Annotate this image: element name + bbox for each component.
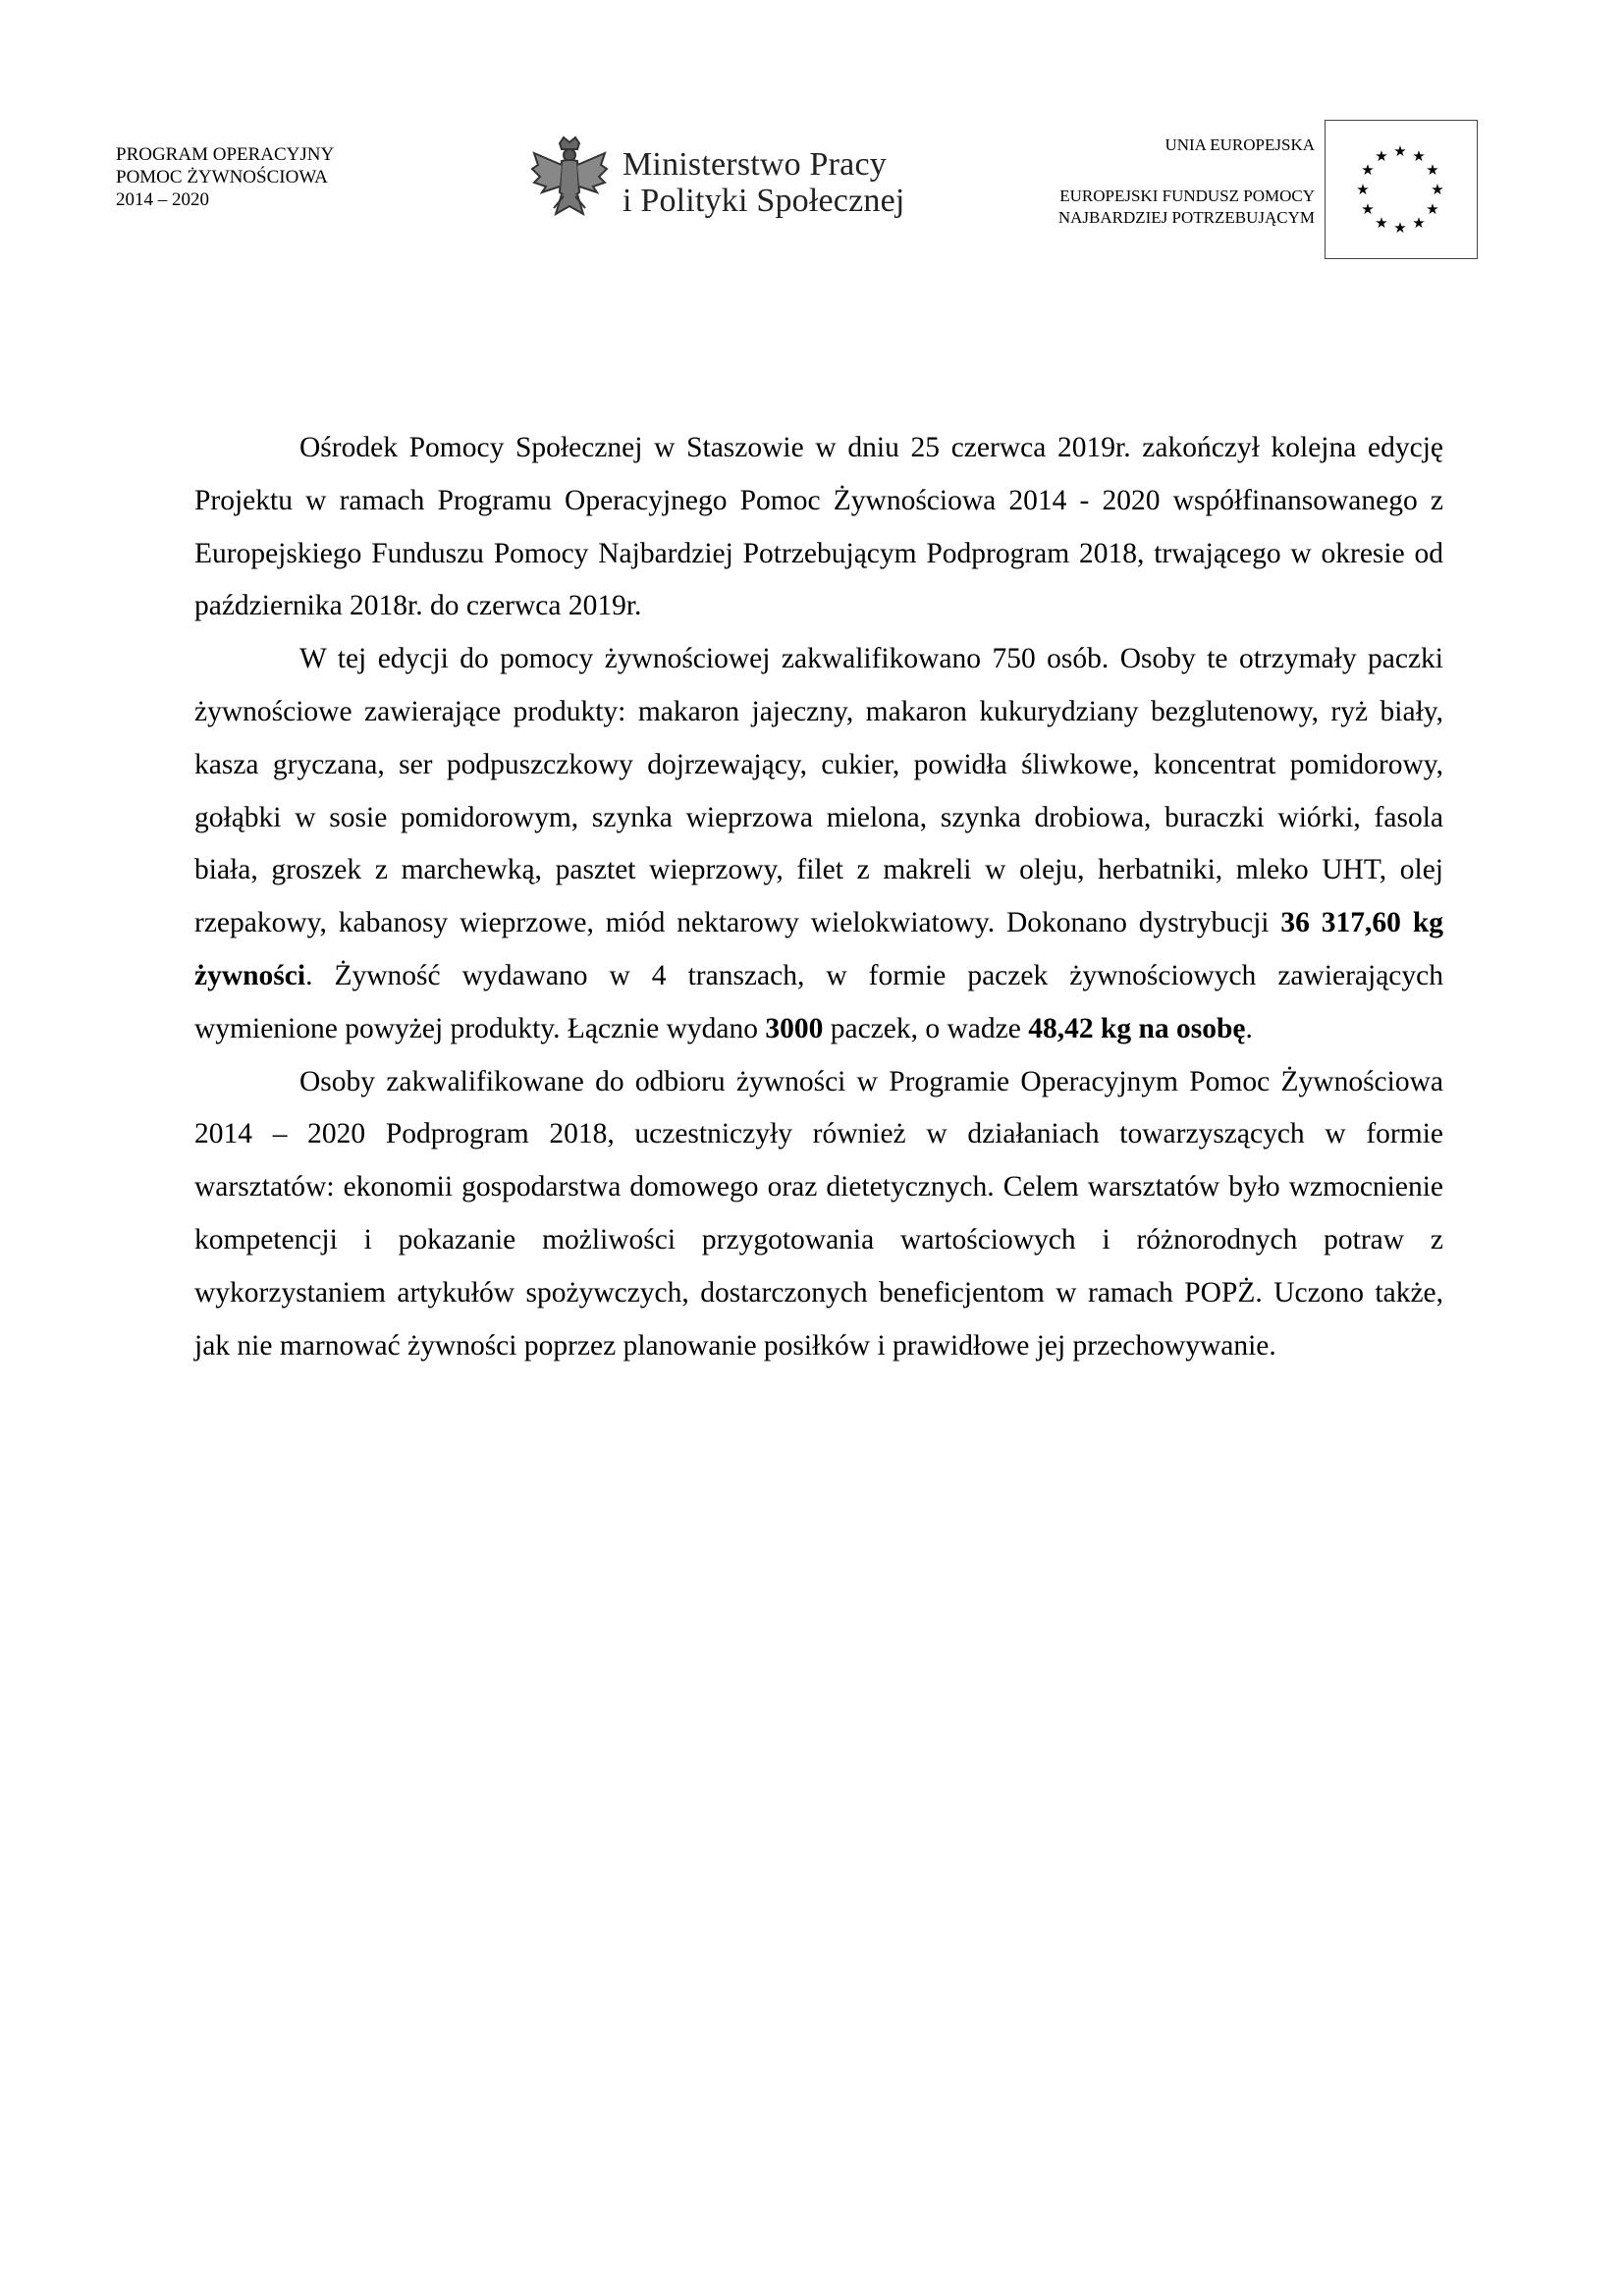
program-title xyxy=(116,143,334,211)
svg-text:★: ★ xyxy=(1393,219,1407,237)
eu-flag-icon xyxy=(1325,120,1478,259)
svg-text:★: ★ xyxy=(1412,147,1426,165)
svg-text:★: ★ xyxy=(1431,181,1444,198)
ministry-line-2: i Polityki Społecznej xyxy=(623,183,905,219)
fund-line-2: NAJBARDZIEJ POTRZEBUJĄCYM xyxy=(1057,208,1315,227)
svg-text:★: ★ xyxy=(1426,200,1439,218)
eu-stars-icon xyxy=(1326,121,1476,257)
polish-eagle-emblem-icon xyxy=(530,135,609,230)
svg-text:★: ★ xyxy=(1375,147,1388,165)
program-line-3: 2014 – 2020 xyxy=(116,189,209,210)
p2-text-e: paczek, o wadze xyxy=(823,1012,1029,1044)
program-line-2: POMOC ŻYWNOŚCIOWA xyxy=(116,167,328,187)
svg-text:★: ★ xyxy=(1375,214,1388,232)
p2-text-g: . xyxy=(1245,1012,1253,1044)
ministry-line-1: Ministerstwo Pracy xyxy=(623,146,887,183)
p2-text-a: W tej edycji do pomocy żywnościowej zakwalifikowano 750 osób. Osoby te otrzymały paczki żywnościowe zawierające produkty: makaron jajeczny, makaron kukurydziany bezglutenowy, ryż biały, kasza gryczana, ser podpuszczkowy dojrzewający, cukier, powidła śliwkowe, koncentrat pomidorowy, gołąbki w sosie pomidorowym, szynka wieprzowa mielona, szynka drobiowa, buraczki wiórki, fasola biała, groszek z marchewką, pasztet wieprzowy, filet z makreli w oleju, herbatniki, mleko UHT, olej rzepakowy, kabanosy wieprzowe, miód nektarowy wielokwiatowy. Dokonano dystrybucji xyxy=(194,643,1443,939)
document-body xyxy=(194,422,1443,1372)
paragraph-2 xyxy=(194,633,1443,1055)
program-line-1: PROGRAM OPERACYJNY xyxy=(116,144,335,165)
p2-text-c: . Żywność wydawano w 4 transzach, w formie paczek żywnościowych zawierających wymienione powyżej produkty. Łącznie wydano xyxy=(194,959,1443,1044)
eu-fund-label xyxy=(1058,134,1315,229)
svg-text:★: ★ xyxy=(1426,161,1439,179)
ministry-logo xyxy=(530,135,905,230)
eu-title: UNIA EUROPEJSKA xyxy=(1164,135,1315,154)
svg-text:★: ★ xyxy=(1356,181,1370,198)
svg-text:★: ★ xyxy=(1393,142,1407,160)
weight-per-person: 48,42 kg na osobę xyxy=(1028,1012,1246,1044)
svg-text:★: ★ xyxy=(1361,200,1375,218)
svg-text:★: ★ xyxy=(1361,161,1375,179)
package-count: 3000 xyxy=(765,1012,824,1044)
paragraph-1: Ośrodek Pomocy Społecznej w Staszowie w dniu 25 czerwca 2019r. zakończył kolejna edycję Projektu w ramach Programu Operacyjnego Pomoc Żywnościowa 2014 - 2020 współfinansowanego z Europejskiego Funduszu Pomocy Najbardziej Potrzebującym Podprogram 2018, trwającego w okresie od października 2018r. do czerwca 2019r. xyxy=(194,432,1443,622)
fund-line-1: EUROPEJSKI FUNDUSZ POMOCY xyxy=(1059,187,1315,205)
ministry-name xyxy=(623,146,905,219)
food-total-weight: 36 317,60 kg żywności xyxy=(194,907,1443,991)
paragraph-3: Osoby zakwalifikowane do odbioru żywności w Programie Operacyjnym Pomoc Żywnościowa 2014 – 2020 Podprogram 2018, uczestniczyły również w działaniach towarzyszących w formie warsztatów: ekonomii gospodarstwa domowego oraz dietetycznych. Celem warsztatów było wzmocnienie kompetencji i pokazanie możliwości przygotowania wartościowych i różnorodnych potraw z wykorzystaniem artykułów spożywczych, dostarczonych beneficjentom w ramach POPŻ. Uczono także, jak nie marnować żywności poprzez planowanie posiłków i prawidłowe jej przechowywanie. xyxy=(194,1065,1443,1362)
svg-text:★: ★ xyxy=(1412,214,1426,232)
